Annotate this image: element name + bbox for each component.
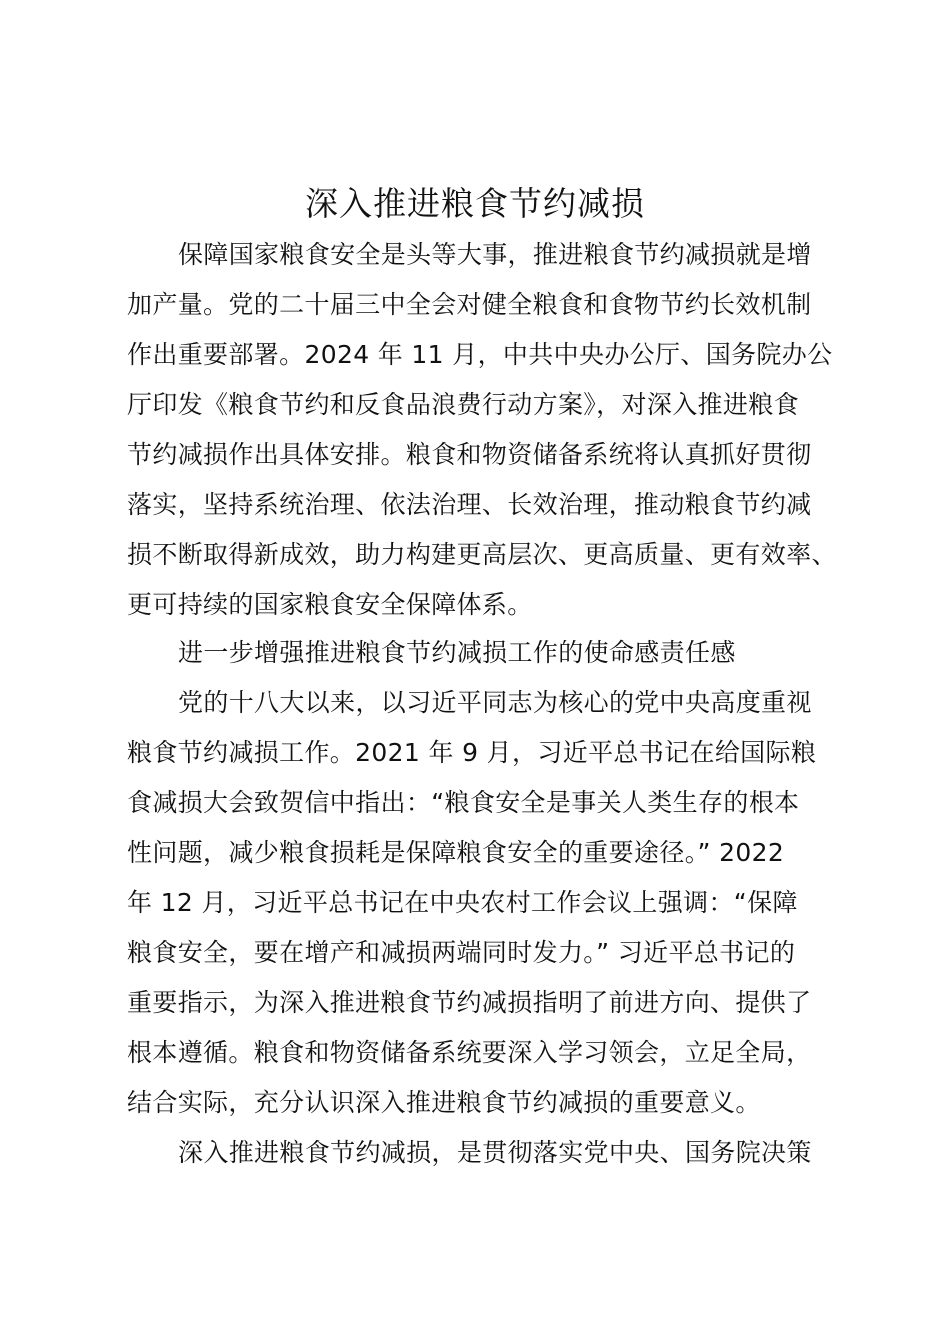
body-line: 结合实际，充分认识深入推进粮食节约减损的重要意义。 xyxy=(127,1088,761,1117)
body-line: 食减损大会致贺信中指出：“粮食安全是事关人类生存的根本 xyxy=(127,788,800,817)
body-line: 保障国家粮食安全是头等大事，推进粮食节约减损就是增 xyxy=(178,240,812,269)
body-line: 加产量。党的二十届三中全会对健全粮食和食物节约长效机制 xyxy=(127,290,812,319)
body-line: 年 12 月，习近平总书记在中央农村工作会议上强调：“保障 xyxy=(127,888,798,917)
document-title: 深入推进粮食节约减损 xyxy=(305,184,645,223)
body-line: 粮食安全，要在增产和减损两端同时发力。” 习近平总书记的 xyxy=(127,938,796,967)
body-line: 性问题，减少粮食损耗是保障粮食安全的重要途径。” 2022 xyxy=(127,838,785,867)
body-line: 损不断取得新成效，助力构建更高层次、更高质量、更有效率、 xyxy=(127,540,837,569)
body-line: 深入推进粮食节约减损，是贯彻落实党中央、国务院决策 xyxy=(178,1138,812,1167)
body-line: 更可持续的国家粮食安全保障体系。 xyxy=(127,590,533,619)
body-line: 落实，坚持系统治理、依法治理、长效治理，推动粮食节约减 xyxy=(127,490,812,519)
body-line: 作出重要部署。2024 年 11 月，中共中央办公厅、国务院办公 xyxy=(127,340,833,369)
body-line: 党的十八大以来，以习近平同志为核心的党中央高度重视 xyxy=(178,688,812,717)
body-line: 厅印发《粮食节约和反食品浪费行动方案》，对深入推进粮食 xyxy=(127,390,799,419)
body-line: 根本遵循。粮食和物资储备系统要深入学习领会，立足全局， xyxy=(127,1038,812,1067)
body-line: 粮食节约减损工作。2021 年 9 月，习近平总书记在给国际粮 xyxy=(127,738,817,767)
section-heading: 进一步增强推进粮食节约减损工作的使命感责任感 xyxy=(178,638,736,667)
body-line: 重要指示，为深入推进粮食节约减损指明了前进方向、提供了 xyxy=(127,988,812,1017)
body-line: 节约减损作出具体安排。粮食和物资储备系统将认真抓好贯彻 xyxy=(127,440,812,469)
